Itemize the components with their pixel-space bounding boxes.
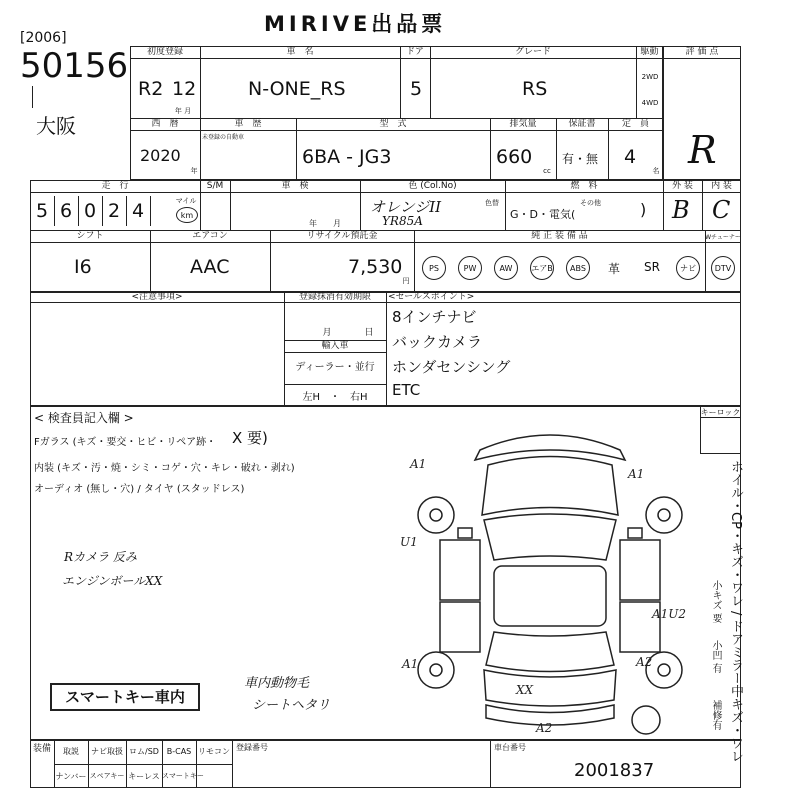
sales-point-3: ホンダセンシング [392, 358, 511, 376]
left-rear-door [440, 602, 480, 652]
equip-abs: ABS [566, 256, 590, 280]
handwritten-fur: 車内動物毛 [244, 676, 310, 691]
reg-day-unit: 日 [364, 328, 374, 338]
mileage-label: 走 行 [101, 181, 129, 191]
damage-mark-xx-rear: XX [516, 683, 534, 697]
front-right-wheel-hub [658, 509, 670, 521]
drive-2wd: 2WD [641, 73, 659, 81]
hood-outline [482, 457, 618, 516]
dealer-parallel: ディーラー・並行 [295, 362, 375, 373]
shift: I6 [74, 256, 92, 278]
equip-airbag: エアB [530, 256, 554, 280]
footer-reg-number-label: 登録番号 [236, 743, 268, 752]
reg-unit: 年 月 [174, 107, 192, 115]
handwritten-engine: エンジンボールXX [62, 574, 163, 588]
type-label: 型 式 [379, 119, 407, 129]
sales-label: <セールスポイント> [388, 292, 475, 302]
mileage-digit-4: 2 [108, 200, 121, 222]
right-mirror [628, 528, 642, 538]
keylock-label: キーロック [700, 408, 741, 417]
inspector-title: < 検査員記入欄 > [34, 411, 134, 425]
cc-unit: cc [543, 167, 551, 175]
equip-navi: ナビ [676, 256, 700, 280]
car-name: N-ONE_RS [248, 78, 346, 100]
damage-mark-u1-left: U1 [400, 535, 418, 549]
ac-label: エアコン [192, 231, 228, 241]
reg-month-unit: 月 [322, 328, 332, 338]
sheet-title: MIRIVE出品票 [264, 12, 447, 36]
location: 大阪 [36, 114, 76, 138]
color-number: YR85A [382, 214, 423, 228]
capacity-label: 定 員 [621, 119, 649, 129]
rear-right-wheel-hub [658, 664, 670, 676]
equip-ps: PS [422, 256, 446, 280]
steering-side: 左H ・ 右H [302, 392, 368, 403]
small-scratch-note: 小キズ 要 [710, 580, 721, 624]
name-label: 車 名 [286, 47, 314, 57]
cc-label: 排気量 [509, 119, 537, 129]
displacement: 660 [496, 146, 533, 168]
damage-mark-a2-rear-right: A2 [636, 655, 653, 669]
smart-key-stamp: スマートキー車内 [50, 683, 200, 711]
rear-window-outline [486, 632, 614, 672]
handwritten-camera: Rカメラ 反み [64, 550, 137, 564]
footer-keyless: キーレス [128, 772, 160, 781]
wheel-note: ホイル・CP・キズ・ワレ / ドアミラー中キズ・ワレ [728, 460, 743, 763]
reg-month: 12 [172, 78, 197, 100]
car-damage-diagram [400, 420, 700, 740]
left-front-door [440, 540, 480, 600]
footer-smart-key: スマートキー [162, 772, 204, 780]
drive-4wd: 4WD [641, 99, 659, 107]
sales-point-2: バックカメラ [392, 333, 483, 351]
meter-label: S/M [206, 181, 224, 191]
inspection-label: 車 検 [281, 181, 309, 191]
tuner-label: Wチューナー [705, 234, 741, 241]
capacity: 4 [624, 146, 637, 168]
km-unit-circle: km [176, 207, 198, 223]
reg-validity-label: 登録抹消有効期限 [298, 292, 371, 302]
rear-left-wheel [418, 652, 454, 688]
exterior-grade: B [672, 196, 690, 224]
damage-mark-a1u2-right: A1U2 [652, 607, 687, 621]
rear-left-wheel-hub [430, 664, 442, 676]
mileage-digit-1: 5 [36, 200, 49, 222]
footer-equip-label: 装備 [32, 744, 51, 754]
equip-leather: 革 [608, 262, 621, 276]
windshield-outline [484, 514, 616, 560]
interior-note: 内装 (キズ・汚・焼・シミ・コゲ・穴・キレ・破れ・剥れ) [34, 463, 295, 474]
recycle-unit: 円 [402, 277, 410, 285]
handwritten-seat: シートヘタリ [252, 698, 331, 713]
recycle-label: リサイクル預託金 [306, 231, 378, 241]
model-type: 6BA - JG3 [302, 146, 392, 168]
grade: RS [522, 78, 548, 100]
exterior-label: 外 装 [672, 181, 693, 191]
front-right-wheel [646, 497, 682, 533]
color-change: 色替 [485, 199, 499, 207]
front-left-wheel [418, 497, 454, 533]
footer-navi-manual: ナビ取扱 [91, 747, 123, 756]
warranty: 有・無 [562, 152, 599, 166]
equip-aw: AW [494, 256, 518, 280]
caution-label: <注意事項> [131, 292, 183, 302]
sales-point-4: ETC [392, 381, 421, 399]
trunk-outline [484, 670, 616, 706]
repair-note: 補修有 [710, 700, 721, 730]
lot-number: 50156 [20, 46, 129, 86]
color-label: 色 (Col.No) [408, 181, 457, 191]
recycle-fee: 7,530 [348, 256, 403, 278]
footer-rom-sd: ロム/SD [129, 747, 159, 756]
import-label: 輸入車 [321, 341, 349, 351]
door-label: ドア [406, 47, 424, 57]
mileage-digit-5: 4 [132, 200, 145, 222]
shift-label: シフト [76, 231, 104, 241]
sales-point-1: 8インチナビ [392, 308, 477, 326]
equipment-label: 純 正 装 備 品 [531, 231, 588, 241]
doors: 5 [410, 78, 423, 100]
footer-chassis-number-label: 車台番号 [494, 743, 526, 752]
chassis-note: 未登録の自動車 [202, 134, 245, 141]
drive-label: 駆動 [640, 47, 659, 57]
damage-mark-a1-front-left: A1 [410, 457, 427, 471]
right-front-door [620, 540, 660, 600]
damage-mark-a1-rear-left: A1 [402, 657, 419, 671]
year: 2020 [140, 146, 181, 165]
left-mirror [458, 528, 472, 538]
equip-dtv: DTV [711, 256, 735, 280]
fuel-label: 燃 料 [570, 181, 598, 191]
fuel: G・D・電気( [510, 208, 576, 221]
fuel-other: その他 [580, 199, 601, 207]
mileage-digit-2: 6 [60, 200, 73, 222]
equip-sunroof: SR [644, 260, 660, 274]
mileage-digit-3: 0 [84, 200, 97, 222]
footer-manual: 取説 [63, 747, 79, 756]
fuel-close: ) [640, 200, 647, 219]
footer-bcas: B-CAS [166, 747, 192, 756]
audio-note: オーディオ (無し・穴) / タイヤ (スタッドレス) [34, 484, 245, 495]
capacity-unit: 名 [652, 167, 660, 175]
interior-label: 内 装 [711, 181, 732, 191]
front-left-wheel-hub [430, 509, 442, 521]
chassis-label: 車 歴 [234, 119, 262, 129]
roof-outline [494, 566, 606, 626]
sheet-code: [2006] [20, 30, 67, 46]
footer-number-plate: ナンバー [55, 772, 87, 781]
year-label: 西 暦 [151, 119, 179, 129]
air-conditioner: AAC [190, 256, 230, 278]
score: R [688, 128, 717, 172]
grade-label: グレード [514, 47, 551, 57]
warranty-label: 保証書 [568, 119, 596, 129]
damage-mark-a2-rear: A2 [536, 721, 553, 735]
inspection-unit: 年 月 [309, 219, 341, 228]
equip-pw: PW [458, 256, 482, 280]
score-label: 評 価 点 [685, 47, 719, 57]
reg-label: 初度登録 [146, 47, 183, 57]
km-label: マイル [175, 197, 197, 205]
color: オレンジII [370, 198, 442, 216]
glass-note: Fガラス (キズ・要交・ヒビ・リペア跡・ [34, 437, 217, 448]
small-dent-note: 小凹 有 [710, 640, 721, 674]
chassis-number: 2001837 [574, 760, 655, 781]
year-unit: 年 [190, 167, 198, 175]
damage-mark-a1-front-right: A1 [628, 467, 645, 481]
footer-remote: リモコン [198, 747, 230, 756]
spare-wheel [632, 706, 660, 734]
footer-spare-key: スペアキー [89, 772, 125, 780]
interior-grade: C [712, 196, 731, 224]
glass-mark: X 要) [232, 429, 268, 447]
reg-era: R2 [138, 78, 164, 100]
